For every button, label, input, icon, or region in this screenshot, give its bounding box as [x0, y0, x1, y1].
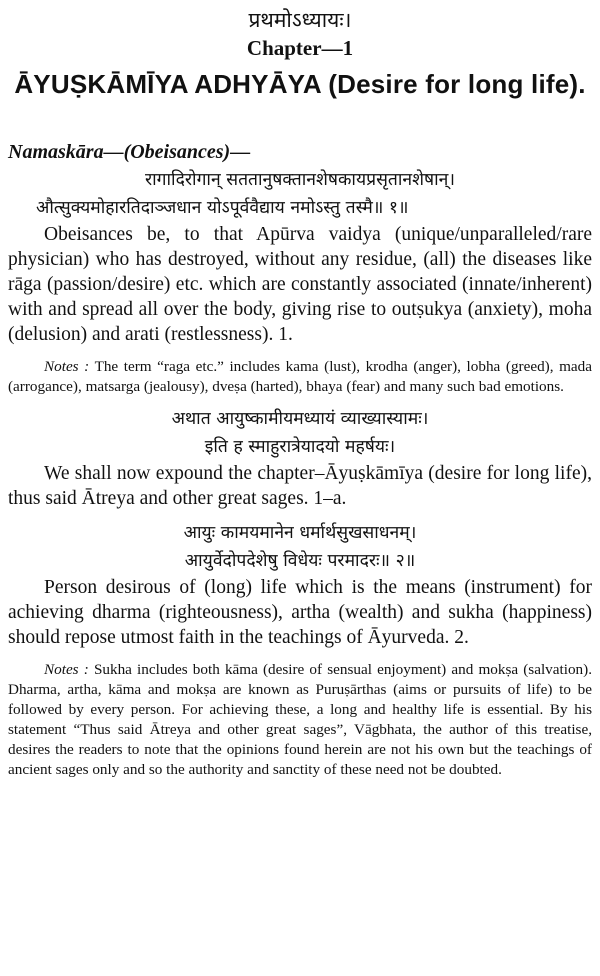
verse1-line1: रागादिरोगान् सततानुषक्तानशेषकायप्रसृतानशेषान्। — [144, 170, 456, 190]
chapter-sanskrit-heading: प्रथमोऽध्यायः। — [248, 8, 352, 32]
translation-1-text: Obeisances be, to that Apūrva vaidya (unique/unparalleled/rare physician) who has destroyed, without any residue, (all) the diseases like rāga (passion/desire) etc. which are constantly associated (innate/inherent) with and spread all over the body, giving rise to outṣukya (anxiety), moha (delusion) and arati (restlessness). 1. — [8, 224, 592, 345]
verse3-line2: आयुर्वेदोपदेशेषु विधेयः परमादरः॥ २॥ — [184, 551, 416, 571]
translation-3 — [8, 575, 592, 650]
translation-1 — [8, 222, 592, 347]
notes-1 — [8, 357, 592, 397]
notes-2-text: Sukha includes both kāma (desire of sensual enjoyment) and mokṣa (salvation). Dharma, artha, kāma and mokṣa are known as Puruṣārthas (aims or pursuits of life) to be followed by every person. For achieving these, a long and healthy life is essential. By his statement “Thus said Ātreya and other great sages”, Vāgbhata, the author of this treatise, desires the readers to note that the opinions found herein are not his own but the teachings of ancient sages only and so the authority and sanctity of these need not be doubted. — [8, 661, 592, 778]
notes-1-text: The term “raga etc.” includes kama (lust), krodha (anger), lobha (greed), mada (arrogance), matsarga (jealousy), dveṣa (harted), bhaya (fear) and many such bad emotions. — [8, 358, 592, 395]
verse3-line1: आयुः कामयमानेन धर्मार्थसुखसाधनम्। — [183, 523, 417, 543]
translation-2-text: We shall now expound the chapter–Āyuṣkāmīya (desire for long life), thus said Ātreya and other great sages. 1–a. — [8, 463, 592, 509]
section-label: Namaskāra—(Obeisances)— — [8, 141, 251, 163]
verse1-line2: औत्सुक्यमोहारतिदाञ्जधान योऽपूर्ववैद्याय नमोऽस्तु तस्मै॥ १॥ — [36, 198, 409, 218]
chapter-number: Chapter—1 — [246, 36, 354, 60]
notes-2 — [8, 660, 592, 780]
chapter-title: ĀYUṢKĀMĪYA ADHYĀYA (Desire for long life). — [14, 69, 586, 99]
translation-3-text: Person desirous of (long) life which is the means (instrument) for achieving dharma (righteousness), artha (wealth) and sukha (happiness) should repose utmost faith in the teachings of Āyurveda. 2. — [8, 577, 592, 648]
document-page — [0, 6, 600, 976]
notes-2-label: Notes : — [44, 661, 89, 678]
notes-1-label: Notes : — [44, 358, 90, 375]
translation-2 — [8, 461, 592, 511]
verse2-line2: इति ह स्माहुरात्रेयादयो महर्षयः। — [204, 437, 396, 457]
verse2-line1: अथात आयुष्कामीयमध्यायं व्याख्यास्यामः। — [171, 409, 429, 429]
